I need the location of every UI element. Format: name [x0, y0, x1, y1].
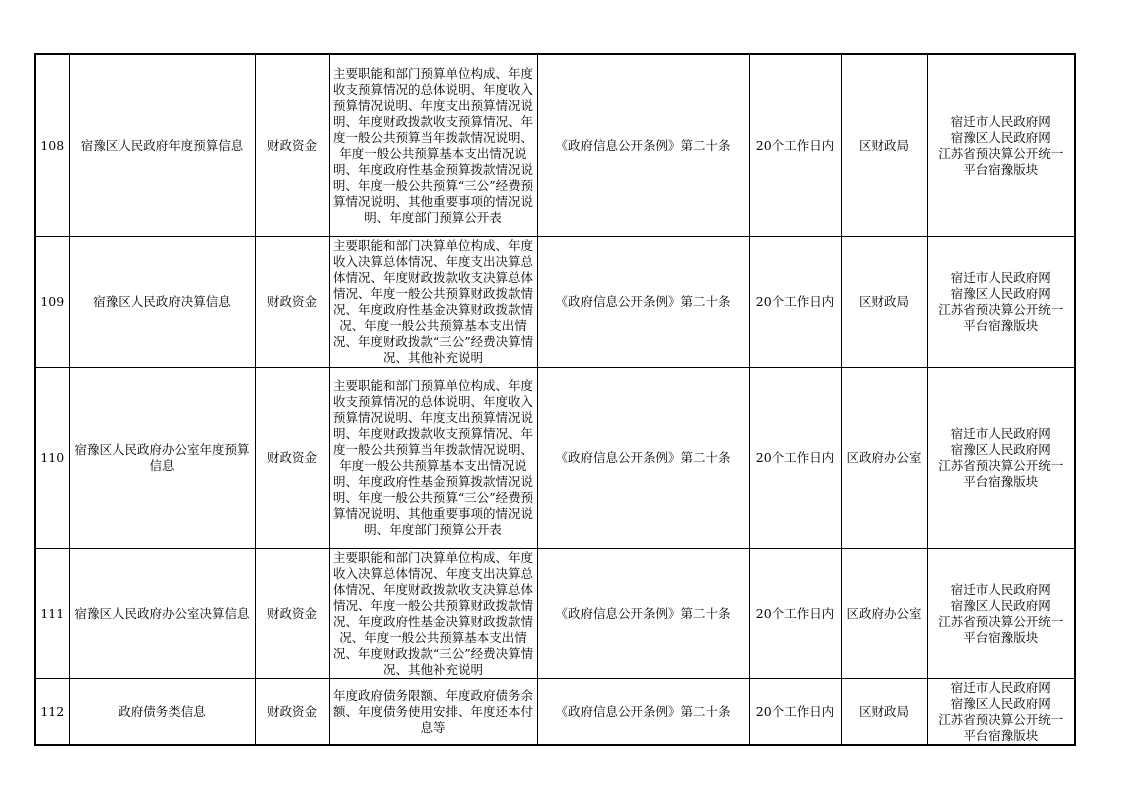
row-number: 109 [35, 237, 69, 368]
disclosure-content: 年度政府债务限额、年度政府债务余额、年度债务使用安排、年度还本付息等 [329, 679, 537, 746]
item-name: 政府债务类信息 [69, 679, 255, 746]
disclosure-content: 主要职能和部门决算单位构成、年度收入决算总体情况、年度支出决算总体情况、年度财政拨款收支决算总体情况、年度一般公共预算财政拨款情况、年度政府性基金决算财政拨款情况、年度一般公共预算基本支出情况、年度财政拨款“三公”经费决算情况、其他补充说明 [329, 549, 537, 679]
channel-line: 江苏省预决算公开统一 [938, 613, 1064, 629]
channel-line: 宿迁市人民政府网 [950, 426, 1051, 441]
item-name: 宿豫区人民政府办公室年度预算信息 [69, 368, 255, 549]
responsible-department: 区政府办公室 [841, 549, 927, 679]
time-limit: 20个工作日内 [749, 237, 841, 368]
category: 财政资金 [255, 54, 329, 237]
responsible-department: 区政府办公室 [841, 368, 927, 549]
channel-line: 宿豫区人民政府网 [950, 129, 1051, 145]
disclosure-channels [927, 549, 1075, 679]
item-name: 宿豫区人民政府办公室决算信息 [69, 549, 255, 679]
item-name: 宿豫区人民政府决算信息 [69, 237, 255, 368]
channel-line: 平台宿豫版块 [963, 161, 1039, 177]
channel-line: 宿迁市人民政府网 [950, 113, 1051, 129]
time-limit: 20个工作日内 [749, 368, 841, 549]
row-number: 112 [35, 679, 69, 746]
legal-basis: 《政府信息公开条例》第二十条 [537, 679, 749, 746]
disclosure-channels [927, 54, 1075, 237]
channel-line: 宿豫区人民政府网 [950, 695, 1051, 711]
responsible-department: 区财政局 [841, 679, 927, 746]
table-row [35, 679, 1075, 746]
disclosure-content: 主要职能和部门决算单位构成、年度收入决算总体情况、年度支出决算总体情况、年度财政拨款收支决算总体情况、年度一般公共预算财政拨款情况、年度政府性基金决算财政拨款情况、年度一般公共预算基本支出情况、年度财政拨款“三公”经费决算情况、其他补充说明 [329, 237, 537, 368]
channel-line: 宿迁市人民政府网 [950, 581, 1051, 597]
channel-line: 江苏省预决算公开统一 [938, 458, 1064, 473]
channel-line: 宿豫区人民政府网 [950, 286, 1051, 301]
disclosure-content: 主要职能和部门预算单位构成、年度收支预算情况的总体说明、年度收入预算情况说明、年度支出预算情况说明、年度财政拨款收支预算情况、年度一般公共预算当年拨款情况说明、年度一般公共预算基本支出情况说明、年度政府性基金预算拨款情况说明、年度一般公共预算“三公”经费预算情况说明、其他重要事项的情况说明、年度部门预算公开表 [329, 368, 537, 549]
category: 财政资金 [255, 549, 329, 679]
time-limit: 20个工作日内 [749, 679, 841, 746]
table-row [35, 237, 1075, 368]
category: 财政资金 [255, 237, 329, 368]
channel-line: 宿豫区人民政府网 [950, 597, 1051, 613]
row-number: 108 [35, 54, 69, 237]
table-row [35, 54, 1075, 237]
responsible-department: 区财政局 [841, 54, 927, 237]
channel-line: 江苏省预决算公开统一 [938, 711, 1064, 727]
time-limit: 20个工作日内 [749, 549, 841, 679]
channel-line: 宿迁市人民政府网 [950, 679, 1051, 695]
category: 财政资金 [255, 679, 329, 746]
disclosure-content: 主要职能和部门预算单位构成、年度收支预算情况的总体说明、年度收入预算情况说明、年度支出预算情况说明、年度财政拨款收支预算情况、年度一般公共预算当年拨款情况说明、年度一般公共预算基本支出情况说明、年度政府性基金预算拨款情况说明、年度一般公共预算“三公”经费预算情况说明、其他重要事项的情况说明、年度部门预算公开表 [329, 54, 537, 237]
table-row [35, 368, 1075, 549]
legal-basis: 《政府信息公开条例》第二十条 [537, 54, 749, 237]
table-row [35, 549, 1075, 679]
row-number: 111 [35, 549, 69, 679]
channel-line: 平台宿豫版块 [963, 318, 1039, 333]
channel-line: 宿豫区人民政府网 [950, 442, 1051, 457]
disclosure-channels [927, 368, 1075, 549]
legal-basis: 《政府信息公开条例》第二十条 [537, 368, 749, 549]
disclosure-table [34, 53, 1076, 746]
row-number: 110 [35, 368, 69, 549]
disclosure-channels [927, 679, 1075, 746]
category: 财政资金 [255, 368, 329, 549]
item-name: 宿豫区人民政府年度预算信息 [69, 54, 255, 237]
channel-line: 平台宿豫版块 [963, 629, 1039, 645]
responsible-department: 区财政局 [841, 237, 927, 368]
time-limit: 20个工作日内 [749, 54, 841, 237]
disclosure-channels [927, 237, 1075, 368]
channel-line: 平台宿豫版块 [963, 474, 1039, 489]
legal-basis: 《政府信息公开条例》第二十条 [537, 237, 749, 368]
channel-line: 江苏省预决算公开统一 [938, 145, 1064, 161]
channel-line: 平台宿豫版块 [963, 727, 1039, 743]
channel-line: 江苏省预决算公开统一 [938, 302, 1064, 317]
legal-basis: 《政府信息公开条例》第二十条 [537, 549, 749, 679]
channel-line: 宿迁市人民政府网 [950, 270, 1051, 285]
